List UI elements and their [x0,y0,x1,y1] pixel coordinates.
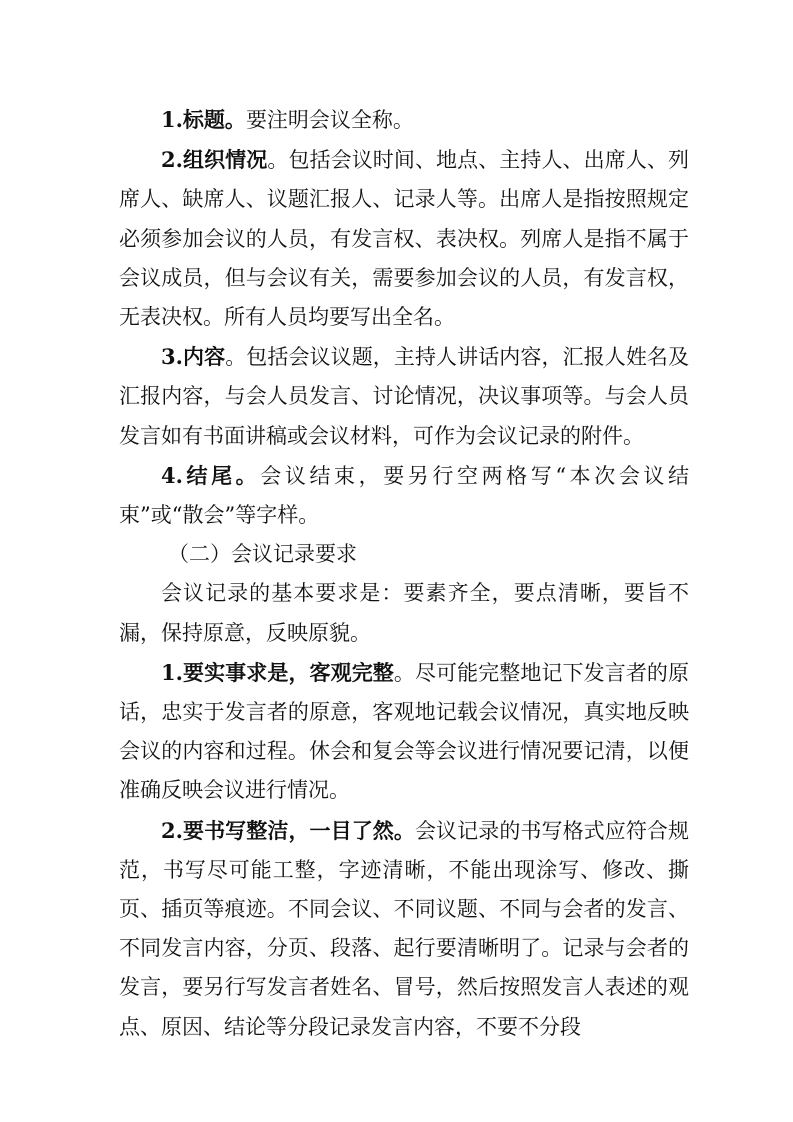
paragraph-text: 会议记录的书写格式应符合规范，书写尽可能工整，字迹清晰，不能出现涂写、修改、撕页、插页等痕迹。不同会议、不同议题、不同与会者的发言、不同发言内容，分页、段落、起行要清晰明了。记录与会者的发言，要另行写发言者姓名、冒号，然后按照发言人表述的观点、原因、结论等分段记录发言内容，不要不分段 [119,818,690,1039]
section-heading [119,535,689,574]
paragraph-text: 。包括会议议题，主持人讲话内容，汇报人姓名及汇报内容，与会人员发言、讨论情况，决议事项等。与会人员发言如有书面讲稿或会议材料，可作为会议记录的附件。 [119,345,689,448]
paragraph-text: 。尽可能完整地记下发言者的原话，忠实于发言者的原意，客观地记载会议情况，真实地反映会议的内容和过程。休会和复会等会议进行情况要记清，以便准确反映会议进行情况。 [119,660,689,803]
paragraph-title-rule [119,100,689,140]
paragraph-lead: 2.要书写整洁，一目了然。 [161,817,415,843]
paragraph-neatness [119,811,689,1047]
paragraph-ending [119,456,689,535]
paragraph-lead: 1.要实事求是，客观完整 [161,659,394,685]
paragraph-text: 会议结束，要另行空两格写“本次会议结束”或“散会”等字样。 [119,463,689,528]
paragraph-content [119,337,689,456]
document-body [119,100,689,1047]
paragraph-text: 。包括会议时间、地点、主持人、出席人、列席人、缺席人、议题汇报人、记录人等。出席人是指按照规定必须参加会议的人员，有发言权、表决权。列席人是指不属于会议成员，但与会议有关，需要参加会议的人员，有发言权，无表决权。所有人员均要写出全名。 [119,148,689,330]
paragraph-text: 要注明会议全称。 [245,108,414,132]
section-heading-text: （二）会议记录要求 [168,542,357,567]
paragraph-lead: 3.内容 [161,344,226,370]
paragraph-lead: 1.标题。 [161,107,246,132]
paragraph-accuracy [119,653,689,811]
paragraph-basic-requirements [119,574,689,652]
paragraph-lead: 4.结尾。 [161,462,261,488]
paragraph-organization [119,140,689,337]
paragraph-lead: 2.组织情况 [161,147,268,173]
paragraph-text: 会议记录的基本要求是：要素齐全，要点清晰，要旨不漏，保持原意，反映原貌。 [119,581,689,645]
